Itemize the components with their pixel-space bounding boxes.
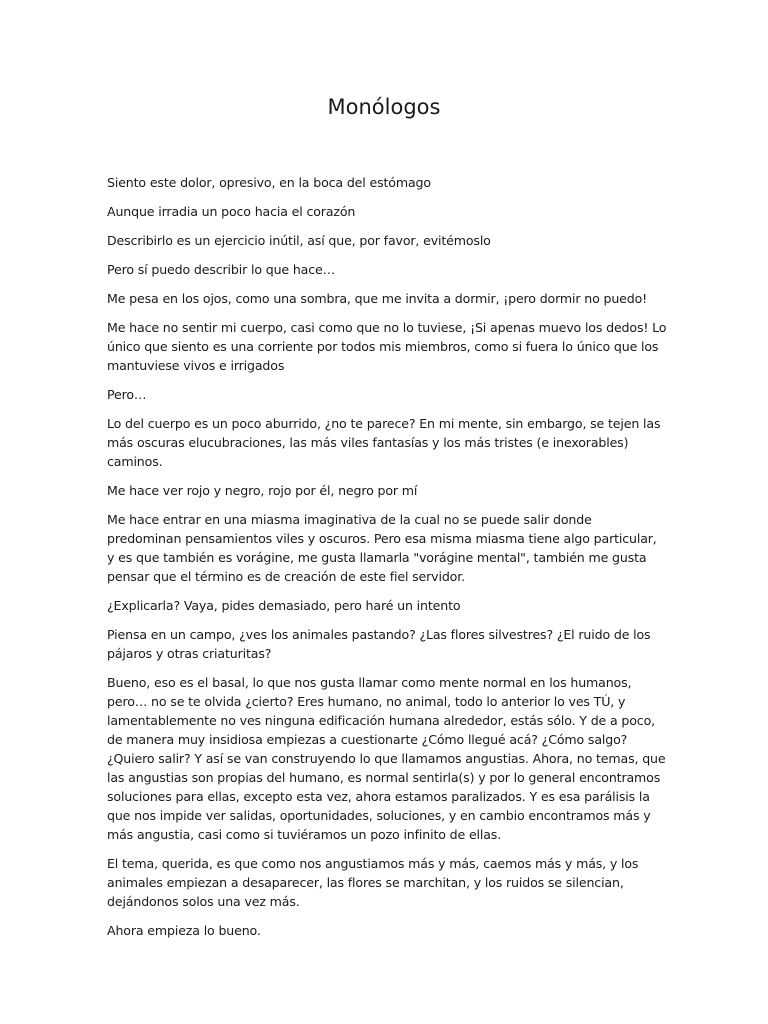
paragraph: Me hace entrar en una miasma imaginativa de la cual no se puede salir donde predominan pensamientos viles y oscuros. Pero esa misma miasma tiene algo particular, y es que también es vorágine, me gusta llamarla "vorágine mental", también me gusta pensar que el término es de creación de este fiel servidor.	[107, 512, 657, 584]
paragraph: Lo del cuerpo es un poco aburrido, ¿no te parece? En mi mente, sin embargo, se tejen las más oscuras elucubraciones, las más viles fantasías y los más tristes (e inexorables) caminos.	[107, 416, 661, 469]
paragraph: Ahora empieza lo bueno.	[107, 923, 261, 938]
paragraph: Describirlo es un ejercicio inútil, así que, por favor, evitémoslo	[107, 233, 491, 248]
page-title: Monólogos	[327, 95, 441, 119]
document-body	[107, 173, 667, 950]
paragraph: El tema, querida, es que como nos angustiamos más y más, caemos más y más, y los animales empiezan a desaparecer, las flores se marchitan, y los ruidos se silencian, dejándonos solos una vez más.	[107, 856, 639, 909]
paragraph: Me hace ver rojo y negro, rojo por él, negro por mí	[107, 483, 418, 498]
paragraph: Pero sí puedo describir lo que hace…	[107, 262, 336, 277]
paragraph: Me pesa en los ojos, como una sombra, que me invita a dormir, ¡pero dormir no puedo!	[107, 291, 648, 306]
paragraph: Bueno, eso es el basal, lo que nos gusta llamar como mente normal en los humanos, pero… no se te olvida ¿cierto? Eres humano, no animal, todo lo anterior lo ves TÚ, y lamentablemente no ves ninguna edificación humana alrededor, estás sólo. Y de a poco, de manera muy insidiosa empiezas a cuestionarte ¿Cómo llegué acá? ¿Cómo salgo? ¿Quiero salir? Y así se van construyendo lo que llamamos angustias. Ahora, no temas, que las angustias son propias del humano, es normal sentirla(s) y por lo general encontramos soluciones para ellas, excepto esta vez, ahora estamos paralizados. Y es esa parálisis la que nos impide ver salidas, oportunidades, soluciones, y en cambio encontramos más y más angustia, casi como si tuviéramos un pozo infinito de ellas.	[107, 675, 666, 842]
paragraph: Piensa en un campo, ¿ves los animales pastando? ¿Las flores silvestres? ¿El ruido de los pájaros y otras criaturitas?	[107, 627, 651, 661]
paragraph: ¿Explicarla? Vaya, pides demasiado, pero haré un intento	[107, 598, 461, 613]
paragraph: Aunque irradia un poco hacia el corazón	[107, 204, 356, 219]
paragraph: Me hace no sentir mi cuerpo, casi como que no lo tuviese, ¡Si apenas muevo los dedos! Lo único que siento es una corriente por todos mis miembros, como si fuera lo único que los mantuviese vivos e irrigados	[107, 320, 667, 373]
paragraph: Pero…	[107, 387, 147, 402]
paragraph: Siento este dolor, opresivo, en la boca del estómago	[107, 175, 431, 190]
